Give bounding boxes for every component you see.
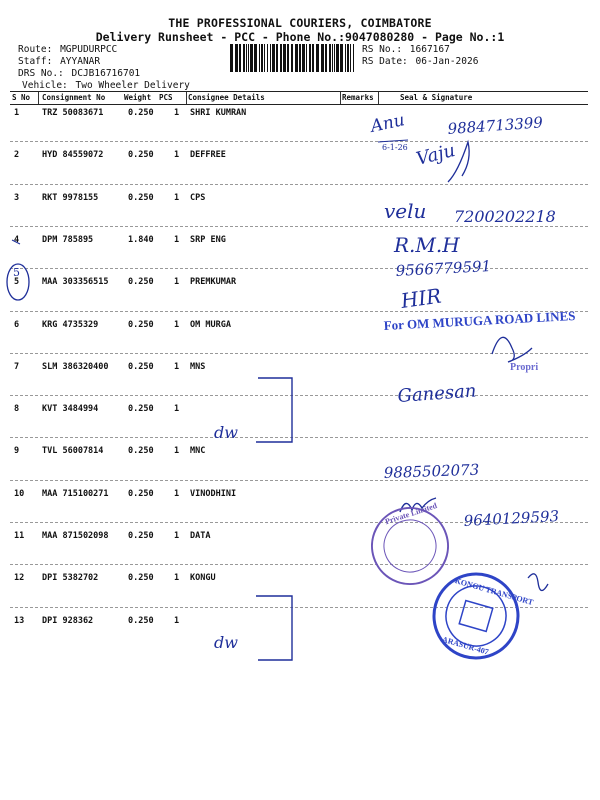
staff-value: AYYANAR xyxy=(60,56,101,67)
table-header xyxy=(10,92,588,104)
barcode xyxy=(230,44,358,72)
table-row xyxy=(10,616,588,628)
barcode-bar xyxy=(239,44,241,72)
row-weight: 0.250 xyxy=(128,616,154,626)
signature-row1: Anu xyxy=(368,110,407,137)
col-divider xyxy=(38,92,39,104)
barcode-bar xyxy=(332,44,333,72)
barcode-bar xyxy=(350,44,351,72)
barcode-bar xyxy=(230,44,233,72)
row-pcs: 1 xyxy=(174,616,180,626)
signature-row1-date: 6-1-26 xyxy=(382,143,408,152)
row-separator xyxy=(10,522,588,523)
table-row xyxy=(10,320,588,332)
row-pcs: 1 xyxy=(174,150,180,160)
col-consignee: Consignee Details xyxy=(188,93,265,102)
row-separator xyxy=(10,184,588,185)
row-weight: 0.250 xyxy=(128,446,154,456)
row-consignee: SRP ENG xyxy=(190,235,226,245)
row-separator xyxy=(10,564,588,565)
staff-line xyxy=(18,56,100,67)
row-consignee: OM MURGA xyxy=(190,320,231,330)
table-row xyxy=(10,446,588,458)
signature-row3: velu xyxy=(384,199,427,223)
row-consignment-no: KRG 4735329 xyxy=(42,320,99,330)
row-separator xyxy=(10,353,588,354)
row-consignee: CPS xyxy=(190,193,206,203)
vehicle-line xyxy=(22,80,190,91)
rs-no-value: 1667167 xyxy=(409,44,450,55)
row-weight: 1.840 xyxy=(128,235,154,245)
row-consignee: DEFFREE xyxy=(190,150,226,160)
row-pcs: 1 xyxy=(174,277,180,287)
row-sno: 1 xyxy=(14,108,20,118)
row-consignment-no: RKT 9978155 xyxy=(42,193,99,203)
row-consignment-no: DPM 785895 xyxy=(42,235,94,245)
stamp-kongu-bottom: ARASUR-407 xyxy=(441,634,490,657)
row-pcs: 1 xyxy=(174,404,180,414)
barcode-bar xyxy=(312,44,314,72)
barcode-bar xyxy=(276,44,278,72)
row-consignee: MNS xyxy=(190,362,206,372)
row-sno: 9 xyxy=(14,446,20,456)
row-weight: 0.250 xyxy=(128,362,154,372)
row-sno: 11 xyxy=(14,531,25,541)
initials-row8: dw xyxy=(214,423,238,442)
runsheet-subtitle: Delivery Runsheet - PCC - Phone No.:9047080280 - Page No.:1 xyxy=(95,30,505,44)
row-weight: 0.250 xyxy=(128,573,154,583)
row-consignment-no: KVT 3484994 xyxy=(42,404,99,414)
row-pcs: 1 xyxy=(174,446,180,456)
row-sno: 2 xyxy=(14,150,20,160)
row-pcs: 1 xyxy=(174,235,180,245)
row-sno: 4 xyxy=(14,235,20,245)
barcode-bar xyxy=(259,44,260,72)
row-pcs: 1 xyxy=(174,531,180,541)
row-weight: 0.250 xyxy=(128,193,154,203)
phone-row10: 9640129593 xyxy=(463,507,560,530)
barcode-bar xyxy=(340,44,343,72)
route-line xyxy=(18,44,117,55)
rs-date-line xyxy=(362,56,478,67)
row-weight: 0.250 xyxy=(128,404,154,414)
col-sno: S No xyxy=(12,93,31,102)
row-consignment-no: TRZ 50083671 xyxy=(42,108,104,118)
signature-row5: HIR xyxy=(399,283,443,313)
row-separator xyxy=(10,311,588,312)
barcode-bar xyxy=(299,44,301,72)
row-separator xyxy=(10,437,588,438)
company-title: THE PROFESSIONAL COURIERS, COIMBATORE xyxy=(168,16,432,30)
row-pcs: 1 xyxy=(174,193,180,203)
table-row xyxy=(10,573,588,585)
row-consignment-no: DPI 928362 xyxy=(42,616,94,626)
col-consignment: Consignment No xyxy=(42,93,106,102)
barcode-bar xyxy=(345,44,346,72)
phone-row9: 9885502073 xyxy=(383,460,480,482)
drs-value: DCJB16716701 xyxy=(71,68,141,79)
staff-label: Staff: xyxy=(18,56,53,67)
col-divider xyxy=(340,92,341,104)
table-row xyxy=(10,531,588,543)
barcode-bar xyxy=(272,44,275,72)
row-consignee: SHRI KUMRAN xyxy=(190,108,247,118)
drs-label: DRS No.: xyxy=(18,68,64,79)
barcode-bar xyxy=(280,44,282,72)
col-seal: Seal & Signature xyxy=(400,93,473,102)
table-row xyxy=(10,277,588,289)
row-sno: 3 xyxy=(14,193,20,203)
row-sno: 5 xyxy=(14,277,20,287)
row-pcs: 1 xyxy=(174,320,180,330)
barcode-bar xyxy=(329,44,331,72)
vehicle-label: Vehicle: xyxy=(22,80,68,91)
barcode-bar xyxy=(336,44,339,72)
row-sno: 13 xyxy=(14,616,25,626)
row-consignment-no: HYD 84559072 xyxy=(42,150,104,160)
row-weight: 0.250 xyxy=(128,320,154,330)
circle-mark-number: 5 xyxy=(13,266,20,279)
row-weight: 0.250 xyxy=(128,150,154,160)
barcode-bar xyxy=(334,44,335,72)
row-separator xyxy=(10,226,588,227)
row-consignment-no: SLM 386320400 xyxy=(42,362,109,372)
barcode-bar xyxy=(287,44,289,72)
row-sno: 10 xyxy=(14,489,25,499)
row-consignment-no: MAA 715100271 xyxy=(42,489,109,499)
col-remarks: Remarks xyxy=(342,93,374,102)
barcode-bar xyxy=(261,44,263,72)
row-separator xyxy=(10,607,588,608)
row-pcs: 1 xyxy=(174,108,180,118)
row-separator xyxy=(10,141,588,142)
table-row xyxy=(10,404,588,416)
rs-date-label: RS Date: xyxy=(362,56,408,67)
phone-row4: 9566779591 xyxy=(395,257,492,280)
barcode-bar xyxy=(235,44,238,72)
phone-row3: 7200202218 xyxy=(454,207,556,226)
col-divider xyxy=(378,92,379,104)
barcode-bar xyxy=(309,44,311,72)
table-row xyxy=(10,489,588,501)
row-sno: 8 xyxy=(14,404,20,414)
signature-row2: Vaju xyxy=(414,139,458,170)
row-pcs: 1 xyxy=(174,573,180,583)
barcode-bar xyxy=(264,44,265,72)
route-label: Route: xyxy=(18,44,53,55)
initials-row13: dw xyxy=(214,633,238,652)
rs-no-label: RS No.: xyxy=(362,44,403,55)
stamp-round-text: Private Limited xyxy=(383,500,439,527)
row-consignee: MNC xyxy=(190,446,206,456)
barcode-bar xyxy=(267,44,268,72)
stamp-kongu-top: KONGU TRANSPORT xyxy=(453,576,535,608)
barcode-bar xyxy=(316,44,319,72)
phone-row1: 9884713399 xyxy=(447,113,544,138)
rs-date-value: 06-Jan-2026 xyxy=(415,56,479,67)
vehicle-value: Two Wheeler Delivery xyxy=(75,80,190,91)
barcode-bar xyxy=(246,44,247,72)
barcode-bar xyxy=(291,44,293,72)
barcode-bar xyxy=(248,44,249,72)
rs-no-line xyxy=(362,44,450,55)
row-consignment-no: MAA 303356515 xyxy=(42,277,109,287)
row-weight: 0.250 xyxy=(128,108,154,118)
signature-stroke xyxy=(448,142,469,182)
drs-line xyxy=(18,68,140,79)
col-pcs: PCS xyxy=(159,93,173,102)
row-weight: 0.250 xyxy=(128,277,154,287)
row-pcs: 1 xyxy=(174,489,180,499)
barcode-bar xyxy=(254,44,257,72)
barcode-bar xyxy=(306,44,307,72)
row-consignment-no: DPI 5382702 xyxy=(42,573,99,583)
row-sno: 12 xyxy=(14,573,25,583)
barcode-bar xyxy=(283,44,286,72)
row-consignee: VINODHINI xyxy=(190,489,237,499)
barcode-bar xyxy=(353,44,354,72)
barcode-bar xyxy=(321,44,324,72)
row-separator xyxy=(10,395,588,396)
stamp-om-proprietor: Propri xyxy=(510,362,539,373)
barcode-bar xyxy=(270,44,271,72)
col-divider xyxy=(186,92,187,104)
barcode-bar xyxy=(250,44,253,72)
row-sno: 6 xyxy=(14,320,20,330)
barcode-bar xyxy=(325,44,327,72)
row-pcs: 1 xyxy=(174,362,180,372)
table-row xyxy=(10,108,588,120)
barcode-bar xyxy=(302,44,305,72)
table-row xyxy=(10,362,588,374)
row-consignee: PREMKUMAR xyxy=(190,277,237,287)
row-separator xyxy=(10,268,588,269)
table-row xyxy=(10,193,588,205)
route-value: MGPUDURPCC xyxy=(60,44,118,55)
table-header-rule xyxy=(10,104,588,105)
signature-row6 xyxy=(492,337,532,362)
row-consignee: KONGU xyxy=(190,573,216,583)
table-row xyxy=(10,150,588,162)
barcode-bar xyxy=(295,44,298,72)
row-weight: 0.250 xyxy=(128,531,154,541)
row-weight: 0.250 xyxy=(128,489,154,499)
row-sno: 7 xyxy=(14,362,20,372)
stamp-om-muruga: For OM MURUGA ROAD LINES xyxy=(383,307,576,333)
row-consignment-no: MAA 871502098 xyxy=(42,531,109,541)
col-weight: Weight xyxy=(124,93,152,102)
row-consignment-no: TVL 56007814 xyxy=(42,446,104,456)
barcode-bar xyxy=(243,44,245,72)
barcode-bar xyxy=(347,44,349,72)
row-consignee: DATA xyxy=(190,531,211,541)
table-row xyxy=(10,235,588,247)
row-separator xyxy=(10,480,588,481)
signature-row7: Ganesan xyxy=(396,380,478,407)
bracket-mark xyxy=(256,596,292,660)
signature-row4: R.M.H xyxy=(394,233,460,257)
